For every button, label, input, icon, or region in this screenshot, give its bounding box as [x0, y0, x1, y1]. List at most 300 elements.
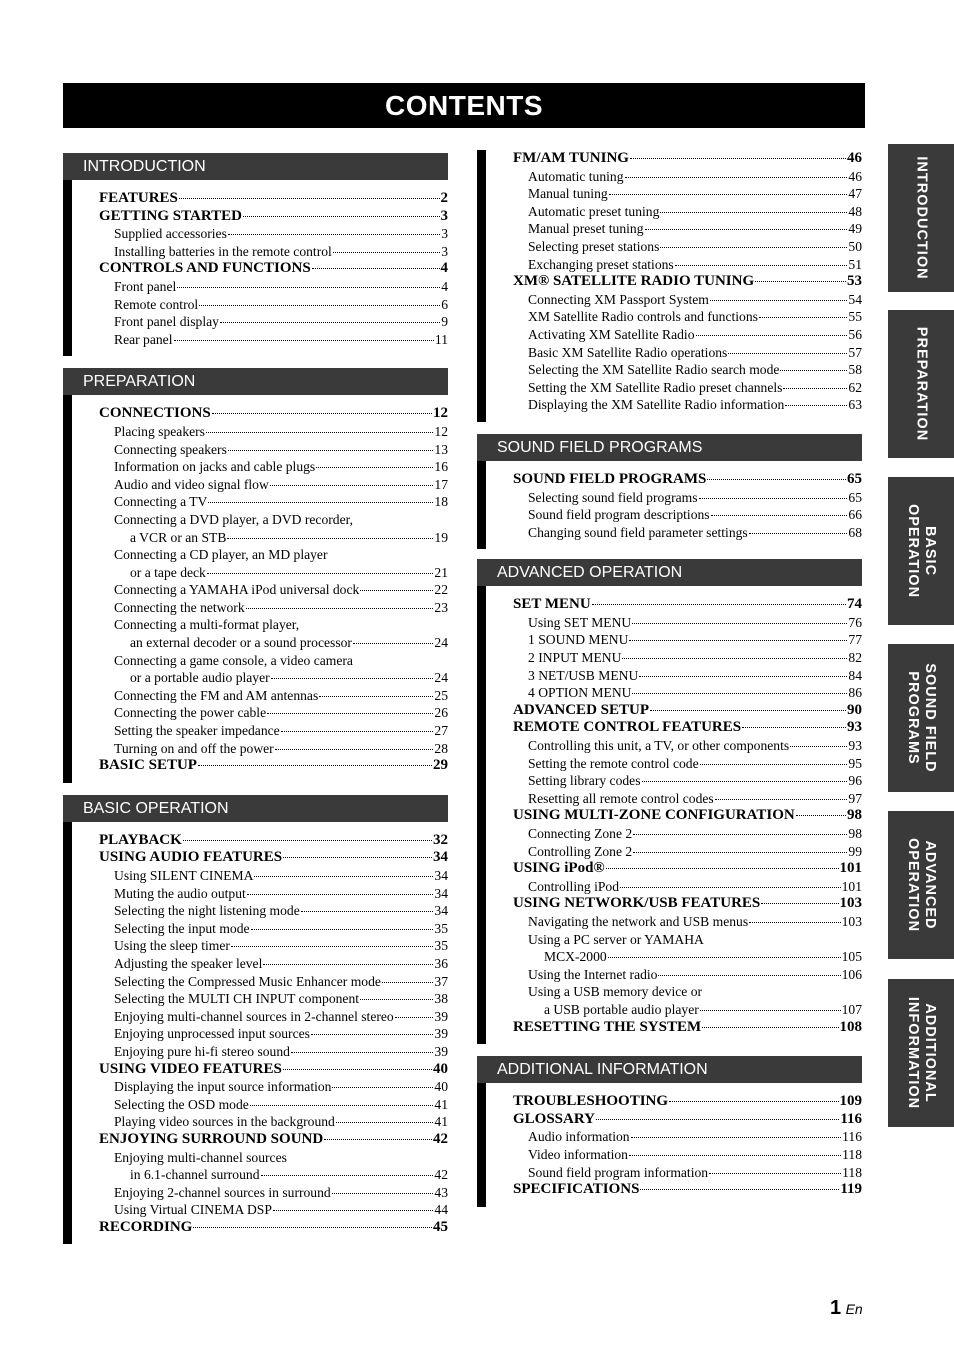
dot-leader: [609, 194, 848, 195]
toc-entry[interactable]: [513, 1093, 862, 1111]
toc-entry-page: 34: [434, 868, 448, 883]
toc-entry-title: SOUND FIELD PROGRAMS: [513, 470, 707, 487]
toc-entry[interactable]: [513, 524, 862, 542]
toc-entry-page: 28: [434, 740, 448, 756]
toc-entry[interactable]: [513, 344, 862, 362]
dot-leader: [333, 252, 440, 253]
toc-entry-page: 109: [839, 1093, 862, 1110]
toc-entry[interactable]: [99, 1166, 448, 1184]
toc-entry-title: Manual tuning: [528, 186, 608, 202]
toc-entry-title: Using a USB memory device or: [528, 984, 703, 1000]
toc-entry[interactable]: [99, 190, 448, 208]
toc-entry[interactable]: [99, 599, 448, 617]
toc-entry[interactable]: [99, 581, 448, 599]
toc-entry[interactable]: [99, 1131, 448, 1149]
toc-entry-page: 3: [441, 226, 448, 242]
section-header: BASIC OPERATION: [63, 795, 448, 822]
toc-entry-title: Setting the remote control code: [528, 755, 699, 771]
toc-entry[interactable]: [99, 1025, 448, 1043]
toc-section: [477, 434, 862, 549]
toc-entry[interactable]: [513, 256, 862, 274]
toc-entry-title: RESETTING THE SYSTEM: [513, 1018, 702, 1035]
toc-entry-page: 56: [848, 326, 862, 342]
toc-entry-title: Selecting the OSD mode: [114, 1096, 249, 1112]
dot-leader: [742, 727, 846, 728]
toc-entry-page: 116: [840, 1110, 862, 1127]
dot-leader: [640, 1189, 839, 1190]
side-tab[interactable]: [888, 644, 954, 792]
toc-entry[interactable]: [513, 931, 862, 949]
toc-section: [477, 1056, 862, 1207]
dot-leader: [650, 710, 846, 711]
page-number-footer: [830, 1297, 863, 1320]
section-header: SOUND FIELD PROGRAMS: [477, 434, 862, 461]
section-header: ADDITIONAL INFORMATION: [477, 1056, 862, 1083]
dot-leader: [630, 158, 846, 159]
toc-entry[interactable]: [99, 1184, 448, 1202]
toc-entry-title: SPECIFICATIONS: [513, 1181, 640, 1198]
toc-entry[interactable]: [99, 1219, 448, 1237]
toc-entry[interactable]: [513, 185, 862, 203]
toc-entry-title: Controlling iPod: [528, 878, 620, 894]
toc-entry-page: 84: [848, 667, 862, 683]
dot-leader: [596, 1119, 839, 1120]
toc-entry[interactable]: [99, 225, 448, 243]
dot-leader: [382, 982, 434, 983]
dot-leader: [261, 1175, 434, 1176]
toc-entry-page: 12: [434, 423, 448, 439]
toc-entry[interactable]: [99, 1201, 448, 1219]
dot-leader: [728, 353, 847, 354]
toc-entry-title: Using SILENT CINEMA: [114, 868, 254, 883]
toc-entry[interactable]: [99, 1043, 448, 1061]
toc-entry[interactable]: [99, 331, 448, 349]
toc-entry-page: 38: [434, 991, 448, 1007]
toc-entry-title: Adjusting the speaker level: [114, 955, 263, 971]
toc-entry[interactable]: [513, 614, 862, 632]
toc-entry-title: USING iPod®: [513, 860, 605, 877]
toc-entry-page: 51: [848, 256, 862, 272]
toc-entry-page: 86: [848, 685, 862, 701]
toc-entry-title: Changing sound field parameter settings: [528, 524, 748, 540]
toc-entry-page: 118: [842, 1164, 862, 1180]
toc-entry[interactable]: [513, 220, 862, 238]
toc-entry[interactable]: [99, 313, 448, 331]
toc-entry-page: 17: [434, 476, 448, 492]
toc-entry[interactable]: [99, 1061, 448, 1079]
toc-entry-page: 55: [848, 309, 862, 325]
toc-entry[interactable]: [99, 687, 448, 705]
toc-entry-page: 95: [848, 755, 862, 771]
toc-entry[interactable]: [99, 243, 448, 261]
toc-entry[interactable]: [99, 476, 448, 494]
side-tab[interactable]: [888, 310, 954, 458]
toc-entry[interactable]: [513, 825, 862, 843]
dot-leader: [608, 957, 841, 958]
toc-entry[interactable]: [99, 405, 448, 423]
dot-leader: [632, 693, 847, 694]
toc-entry-title: Using a PC server or YAMAHA: [528, 931, 704, 947]
toc-entry-title: Controlling this unit, a TV, or other components: [528, 738, 790, 754]
toc-entry[interactable]: [513, 649, 862, 667]
side-tab-label: PREPARATION: [913, 326, 930, 442]
toc-entry[interactable]: [99, 722, 448, 740]
toc-entry-title: PLAYBACK: [99, 831, 182, 848]
toc-entry[interactable]: [99, 423, 448, 441]
dot-leader: [246, 608, 434, 609]
toc-entry[interactable]: [513, 772, 862, 790]
toc-entry-page: 35: [434, 920, 448, 936]
dot-leader: [177, 287, 440, 288]
dot-leader: [254, 876, 433, 877]
toc-entry-title: 1 SOUND MENU: [528, 632, 629, 648]
toc-entry[interactable]: [513, 361, 862, 379]
dot-leader: [700, 764, 848, 765]
toc-entry-title: Using the Internet radio: [528, 966, 658, 982]
dot-leader: [179, 198, 440, 199]
toc-entry-page: 24: [434, 670, 448, 686]
toc-entry[interactable]: [99, 740, 448, 758]
toc-entry[interactable]: [513, 878, 862, 896]
dot-leader: [183, 840, 432, 841]
toc-entry-page: 43: [434, 1184, 448, 1200]
toc-entry-page: 50: [848, 238, 862, 254]
toc-entry-page: 96: [848, 773, 862, 789]
dot-leader: [332, 1193, 434, 1194]
dot-leader: [632, 623, 847, 624]
toc-entry-title: Sound field program information: [528, 1164, 709, 1180]
toc-entry-page: 39: [434, 1008, 448, 1024]
dot-leader: [790, 746, 847, 747]
toc-entry-title: Front panel display: [114, 314, 219, 330]
toc-entry-title: Controlling Zone 2: [528, 843, 633, 859]
toc-entry-page: 116: [842, 1129, 862, 1145]
toc-entry[interactable]: [513, 895, 862, 913]
toc-entry[interactable]: [99, 529, 448, 547]
toc-entry[interactable]: [513, 983, 862, 1001]
toc-entry-title: Audio and video signal flow: [114, 476, 269, 492]
toc-entry[interactable]: [513, 291, 862, 309]
toc-entry[interactable]: [513, 150, 862, 168]
toc-entry[interactable]: [99, 458, 448, 476]
toc-entry[interactable]: [513, 719, 862, 737]
dot-leader: [707, 479, 846, 480]
dot-leader: [316, 467, 433, 468]
section-header: PREPARATION: [63, 368, 448, 395]
dot-leader: [783, 388, 847, 389]
toc-entry[interactable]: [513, 1164, 862, 1182]
dot-leader: [228, 234, 440, 235]
dot-leader: [700, 1010, 841, 1011]
side-tab-label: SOUND FIELD PROGRAMS: [905, 663, 938, 773]
toc-entry-title: Placing speakers: [114, 423, 205, 439]
toc-entry-title: CONTROLS AND FUNCTIONS: [99, 260, 311, 277]
toc-entry[interactable]: [513, 203, 862, 221]
dot-leader: [715, 799, 848, 800]
toc-entry-title: Connecting Zone 2: [528, 826, 633, 841]
toc-entry[interactable]: [513, 1181, 862, 1199]
toc-entry[interactable]: [99, 634, 448, 652]
toc-entry[interactable]: [513, 948, 862, 966]
side-tab[interactable]: [888, 811, 954, 959]
dot-leader: [243, 216, 440, 217]
toc-entry[interactable]: [513, 1019, 862, 1037]
toc-entry[interactable]: [513, 273, 862, 291]
toc-entry-title: Displaying the XM Satellite Radio information: [528, 397, 785, 413]
dot-leader: [796, 815, 846, 816]
dot-leader: [227, 538, 433, 539]
toc-entry-page: 98: [847, 807, 862, 824]
toc-entry[interactable]: [99, 441, 448, 459]
toc-entry-page: 45: [433, 1218, 448, 1235]
toc-entry-title: Remote control: [114, 296, 199, 312]
toc-entry[interactable]: [99, 1113, 448, 1131]
toc-entry-title: Manual preset tuning: [528, 221, 644, 237]
toc-entry-page: 105: [841, 949, 862, 965]
toc-entry-title: Using Virtual CINEMA DSP: [114, 1202, 272, 1218]
toc-entry-page: 29: [433, 757, 448, 774]
toc-entry[interactable]: [99, 1149, 448, 1167]
toc-entry-page: 34: [434, 903, 448, 919]
dot-leader: [780, 370, 847, 371]
toc-entry-page: 101: [841, 878, 862, 894]
dot-leader: [311, 1034, 433, 1035]
toc-entry[interactable]: [99, 1008, 448, 1026]
toc-entry[interactable]: [99, 260, 448, 278]
toc-section: [63, 795, 448, 1245]
section-header: INTRODUCTION: [63, 153, 448, 180]
dot-leader: [220, 322, 440, 323]
toc-entry-page: 9: [441, 314, 448, 330]
dot-leader: [755, 281, 846, 282]
toc-entry-page: 44: [434, 1202, 448, 1218]
section-body: [477, 1083, 862, 1207]
dot-leader: [231, 946, 434, 947]
dot-leader: [395, 1017, 434, 1018]
dot-leader: [633, 852, 847, 853]
toc-entry[interactable]: [513, 506, 862, 524]
toc-entry[interactable]: [99, 669, 448, 687]
toc-entry-page: 90: [847, 701, 862, 718]
toc-entry-title: Front panel: [114, 278, 177, 294]
toc-entry-title: Playing video sources in the background: [114, 1114, 335, 1130]
page-language: En: [845, 1301, 863, 1317]
toc-entry[interactable]: [99, 278, 448, 296]
toc-entry[interactable]: [513, 702, 862, 720]
toc-entry-title: TROUBLESHOOTING: [513, 1093, 669, 1110]
toc-entry-page: 39: [434, 1043, 448, 1059]
section-body: [63, 822, 448, 1245]
toc-entry[interactable]: [513, 308, 862, 326]
toc-entry[interactable]: [99, 208, 448, 226]
toc-entry-title: REMOTE CONTROL FEATURES: [513, 719, 742, 736]
toc-entry[interactable]: [99, 546, 448, 564]
dot-leader: [761, 903, 838, 904]
toc-entry[interactable]: [99, 652, 448, 670]
toc-entry[interactable]: [513, 737, 862, 755]
side-tab[interactable]: [888, 144, 954, 292]
toc-entry-title: Setting library codes: [528, 773, 641, 789]
toc-entry[interactable]: [513, 379, 862, 397]
toc-entry-page: 63: [848, 397, 862, 413]
toc-entry[interactable]: [99, 616, 448, 634]
toc-entry[interactable]: [513, 326, 862, 344]
toc-entry[interactable]: [513, 596, 862, 614]
side-tab[interactable]: [888, 979, 954, 1127]
toc-entry-title: Connecting the power cable: [114, 705, 267, 721]
toc-entry[interactable]: [99, 955, 448, 973]
toc-entry-title: MCX-2000: [544, 949, 607, 965]
toc-entry[interactable]: [99, 867, 448, 885]
dot-leader: [639, 676, 847, 677]
toc-section: [63, 368, 448, 782]
dot-leader: [629, 640, 847, 641]
toc-entry-page: 46: [848, 168, 862, 184]
toc-entry[interactable]: [513, 1146, 862, 1164]
toc-entry-title: Selecting the Compressed Music Enhancer mode: [114, 973, 381, 989]
toc-entry[interactable]: [513, 1128, 862, 1146]
toc-entry-title: XM Satellite Radio controls and functions: [528, 309, 758, 325]
toc-entry-title: Connecting the FM and AM antennas: [114, 687, 319, 703]
toc-entry-page: 40: [433, 1060, 448, 1077]
toc-entry[interactable]: [99, 1078, 448, 1096]
toc-entry-title: Selecting preset stations: [528, 238, 660, 254]
toc-entry-page: 41: [434, 1096, 448, 1112]
toc-entry-title: RECORDING: [99, 1218, 193, 1235]
dot-leader: [208, 502, 433, 503]
toc-entry-page: 32: [433, 831, 448, 848]
toc-entry[interactable]: [513, 489, 862, 507]
toc-entry-page: 39: [434, 1026, 448, 1042]
toc-entry[interactable]: [99, 902, 448, 920]
dot-leader: [174, 340, 434, 341]
toc-entry-page: 62: [848, 379, 862, 395]
dot-leader: [273, 1210, 433, 1211]
toc-entry-title: CONNECTIONS: [99, 405, 211, 422]
toc-entry-title: Connecting a TV: [114, 494, 208, 510]
right-toc-column: [477, 150, 862, 1207]
dot-leader: [301, 911, 434, 912]
toc-entry[interactable]: [513, 807, 862, 825]
dot-leader: [193, 1227, 432, 1228]
dot-leader: [710, 300, 848, 301]
toc-entry-page: 6: [441, 296, 448, 312]
toc-entry-title: Using the sleep timer: [114, 938, 230, 954]
dot-leader: [645, 229, 848, 230]
toc-entry[interactable]: [99, 511, 448, 529]
toc-entry-page: 36: [434, 955, 448, 971]
toc-entry[interactable]: [99, 990, 448, 1008]
dot-leader: [631, 1137, 842, 1138]
toc-entry-title: Connecting the network: [114, 599, 245, 615]
toc-entry[interactable]: [513, 238, 862, 256]
toc-entry[interactable]: [99, 849, 448, 867]
toc-entry-page: 13: [434, 441, 448, 457]
toc-entry[interactable]: [99, 937, 448, 955]
toc-entry[interactable]: [99, 296, 448, 314]
toc-entry[interactable]: [513, 755, 862, 773]
section-body: [63, 395, 448, 782]
toc-entry-title: GETTING STARTED: [99, 207, 242, 224]
toc-entry-page: 77: [848, 632, 862, 648]
toc-entry-page: 108: [839, 1018, 862, 1035]
toc-entry[interactable]: [513, 966, 862, 984]
toc-entry-page: 3: [440, 207, 448, 224]
toc-entry-title: Connecting a game console, a video camera: [114, 652, 353, 668]
toc-entry-page: 103: [839, 895, 862, 912]
dot-leader: [642, 781, 848, 782]
toc-entry[interactable]: [99, 704, 448, 722]
toc-entry-page: 65: [848, 489, 862, 505]
toc-entry-title: Resetting all remote control codes: [528, 790, 714, 806]
toc-entry-title: Using SET MENU: [528, 614, 632, 630]
toc-entry-page: 93: [847, 719, 862, 736]
dot-leader: [785, 405, 847, 406]
left-toc-column: [63, 153, 448, 1244]
toc-entry-title: Selecting the input mode: [114, 920, 250, 936]
toc-entry[interactable]: [513, 843, 862, 861]
toc-entry[interactable]: [99, 493, 448, 511]
toc-entry-title: ENJOYING SURROUND SOUND: [99, 1130, 324, 1147]
side-tab[interactable]: [888, 477, 954, 625]
toc-entry[interactable]: [513, 684, 862, 702]
toc-entry-page: 16: [434, 459, 448, 475]
toc-entry[interactable]: [99, 757, 448, 775]
toc-entry-page: 21: [434, 564, 448, 580]
toc-entry[interactable]: [513, 631, 862, 649]
toc-entry-page: 40: [434, 1079, 448, 1095]
toc-entry-title: USING MULTI-ZONE CONFIGURATION: [513, 807, 795, 824]
toc-entry-title: SET MENU: [513, 596, 591, 613]
toc-entry[interactable]: [513, 667, 862, 685]
toc-entry-page: 58: [848, 362, 862, 378]
toc-entry[interactable]: [513, 1001, 862, 1019]
toc-entry-page: 98: [848, 826, 862, 841]
toc-entry[interactable]: [513, 396, 862, 414]
toc-entry[interactable]: [99, 885, 448, 903]
toc-entry[interactable]: [513, 790, 862, 808]
section-body: [63, 180, 448, 356]
toc-entry[interactable]: [513, 471, 862, 489]
toc-entry-title: Displaying the input source information: [114, 1079, 332, 1095]
dot-leader: [283, 857, 432, 858]
toc-entry[interactable]: [99, 973, 448, 991]
toc-entry-title: Connecting speakers: [114, 441, 227, 457]
dot-leader: [696, 335, 848, 336]
toc-entry-page: 68: [848, 524, 862, 540]
toc-entry[interactable]: [99, 920, 448, 938]
dot-leader: [281, 731, 434, 732]
toc-entry[interactable]: [99, 564, 448, 582]
toc-entry[interactable]: [99, 832, 448, 850]
dot-leader: [207, 573, 434, 574]
toc-entry[interactable]: [513, 913, 862, 931]
page-number: 1: [830, 1297, 842, 1319]
toc-entry[interactable]: [99, 1096, 448, 1114]
toc-entry[interactable]: [513, 1111, 862, 1129]
toc-entry[interactable]: [513, 860, 862, 878]
toc-entry-title: Connecting XM Passport System: [528, 291, 709, 307]
dot-leader: [606, 868, 839, 869]
toc-entry-title: Basic XM Satellite Radio operations: [528, 344, 728, 360]
toc-entry[interactable]: [513, 168, 862, 186]
dot-leader: [625, 177, 848, 178]
toc-entry-page: 34: [434, 885, 448, 901]
toc-entry-page: 18: [434, 494, 448, 510]
section-body: [477, 586, 862, 1044]
side-tab-label: BASIC OPERATION: [905, 503, 938, 599]
dot-leader: [620, 887, 841, 888]
